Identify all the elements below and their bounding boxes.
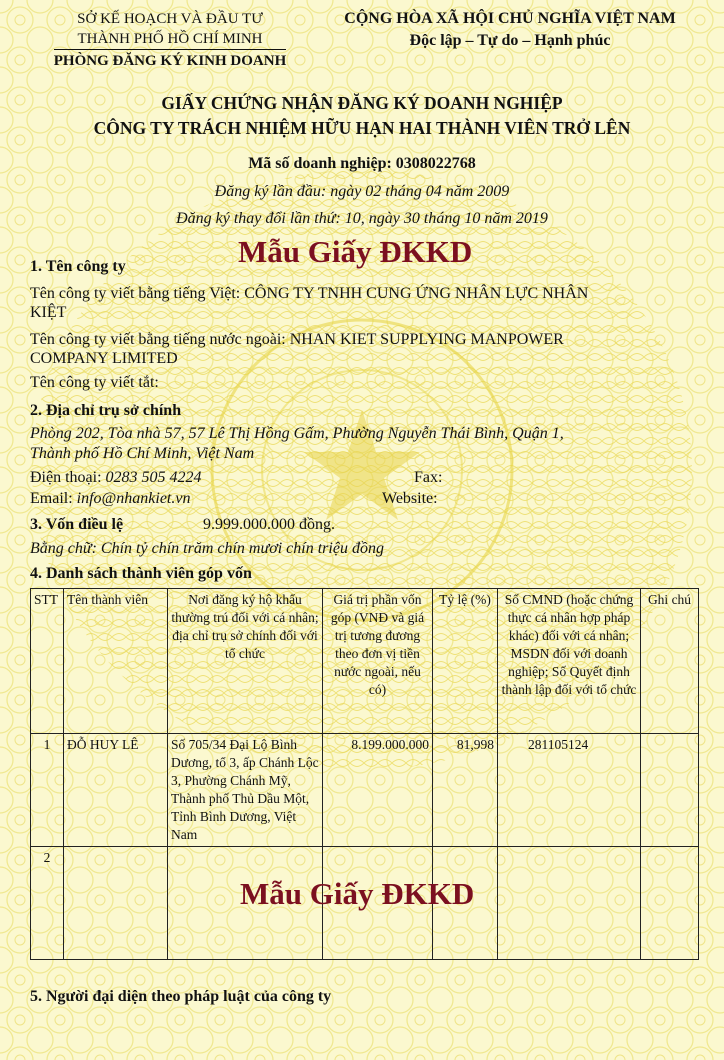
vn-name-value: CÔNG TY TNHH CUNG ỨNG NHÂN LỰC NHÂN — [244, 285, 589, 302]
change-registration: Đăng ký thay đổi lần thứ: 10, ngày 30 tháng 10 năm 2019 — [176, 210, 548, 227]
row-member-name — [64, 847, 168, 960]
tax-code: Mã số doanh nghiệp: 0308022768 — [248, 155, 476, 172]
row-id-number — [498, 847, 641, 960]
agency-line2: THÀNH PHỐ HỒ CHÍ MINH — [77, 31, 263, 47]
col-address: Nơi đăng ký hộ khẩu thường trú đối với cá nhân; địa chỉ trụ sở chính đối với tổ chức — [168, 589, 323, 734]
address-line1: Phòng 202, Tòa nhà 57, 57 Lê Thị Hồng Gấm, Phường Nguyễn Thái Bình, Quận 1, — [30, 425, 564, 442]
fax-label: Fax: — [414, 469, 443, 486]
col-id-number: Số CMND (hoặc chứng thực cá nhân hợp pháp khác) đối với cá nhân; MSDN đối với doanh nghiệp; Số Quyết định thành lập đối với tổ chức — [498, 589, 641, 734]
row-capital: 8.199.000.000 — [323, 734, 433, 847]
email-value: info@nhankiet.vn — [76, 490, 191, 507]
charter-capital: 9.999.000.000 đồng. — [203, 516, 335, 533]
col-note: Ghi chú — [641, 589, 699, 734]
company-type-title: CÔNG TY TRÁCH NHIỆM HỮU HẠN HAI THÀNH VIÊN TRỞ LÊN — [93, 118, 631, 138]
website-label: Website: — [382, 490, 438, 507]
agency-line1: SỞ KẾ HOẠCH VÀ ĐẦU TƯ — [77, 11, 263, 27]
col-member-name: Tên thành viên — [64, 589, 168, 734]
section2-heading: 2. Địa chỉ trụ sở chính — [30, 402, 182, 419]
row-note — [641, 847, 699, 960]
table-header-row — [31, 589, 699, 734]
row-note — [641, 734, 699, 847]
col-ratio: Tỷ lệ (%) — [433, 589, 498, 734]
national-slogan: Độc lập – Tự do – Hạnh phúc — [409, 32, 611, 49]
agency-header — [30, 9, 310, 71]
section1-heading: 1. Tên công ty — [30, 258, 126, 275]
national-header — [330, 8, 690, 52]
row-id-number: 281105124 — [498, 734, 641, 847]
capital-in-words: Bằng chữ: Chín tỷ chín trăm chín mươi chín triệu đồng — [30, 540, 384, 557]
first-registration: Đăng ký lần đầu: ngày 02 tháng 04 năm 2009 — [214, 183, 510, 200]
section3-heading: 3. Vốn điều lệ — [30, 516, 124, 533]
row-stt: 1 — [31, 734, 64, 847]
vn-name-label: Tên công ty viết bằng tiếng Việt: — [30, 285, 245, 302]
address-line2: Thành phố Hồ Chí Minh, Việt Nam — [30, 445, 255, 462]
row-ratio: 81,998 — [433, 734, 498, 847]
certificate-title: GIẤY CHỨNG NHẬN ĐĂNG KÝ DOANH NGHIỆP — [161, 93, 563, 113]
phone-value: 0283 505 4224 — [105, 469, 202, 486]
vn-name-row — [30, 285, 588, 303]
national-motto: CỘNG HÒA XÃ HỘI CHỦ NGHĨA VIỆT NAM — [344, 10, 676, 27]
short-name-label: Tên công ty viết tắt: — [30, 374, 159, 391]
phone-label: Điện thoại: — [30, 469, 106, 486]
table-row — [31, 734, 699, 847]
foreign-name-label: Tên công ty viết bằng tiếng nước ngoài: — [30, 331, 290, 348]
agency-line3: PHÒNG ĐĂNG KÝ KINH DOANH — [54, 49, 287, 71]
col-capital: Giá trị phần vốn góp (VNĐ và giá trị tương đương theo đơn vị tiền nước ngoài, nếu có) — [323, 589, 433, 734]
phone-row — [30, 469, 202, 487]
foreign-name-value-cont: COMPANY LIMITED — [30, 350, 178, 367]
email-label: Email: — [30, 490, 77, 507]
vn-name-value-cont: KIỆT — [30, 304, 67, 321]
section4-heading: 4. Danh sách thành viên góp vốn — [30, 565, 252, 582]
email-row — [30, 490, 190, 508]
row-stt: 2 — [31, 847, 64, 960]
sample-watermark: Mẫu Giấy ĐKKD — [238, 234, 473, 269]
row-member-name: ĐỖ HUY LÊ — [64, 734, 168, 847]
col-stt: STT — [31, 589, 64, 734]
row-address: Số 705/34 Đại Lộ Bình Dương, tổ 3, ấp Chánh Lộc 3, Phường Chánh Mỹ, Thành phố Thủ Dầu Một, Tỉnh Bình Dương, Việt Nam — [168, 734, 323, 847]
section5-heading: 5. Người đại diện theo pháp luật của công ty — [30, 988, 332, 1005]
sample-watermark: Mẫu Giấy ĐKKD — [240, 876, 475, 911]
foreign-name-row — [30, 331, 564, 349]
foreign-name-value: NHAN KIET SUPPLYING MANPOWER — [289, 331, 564, 348]
